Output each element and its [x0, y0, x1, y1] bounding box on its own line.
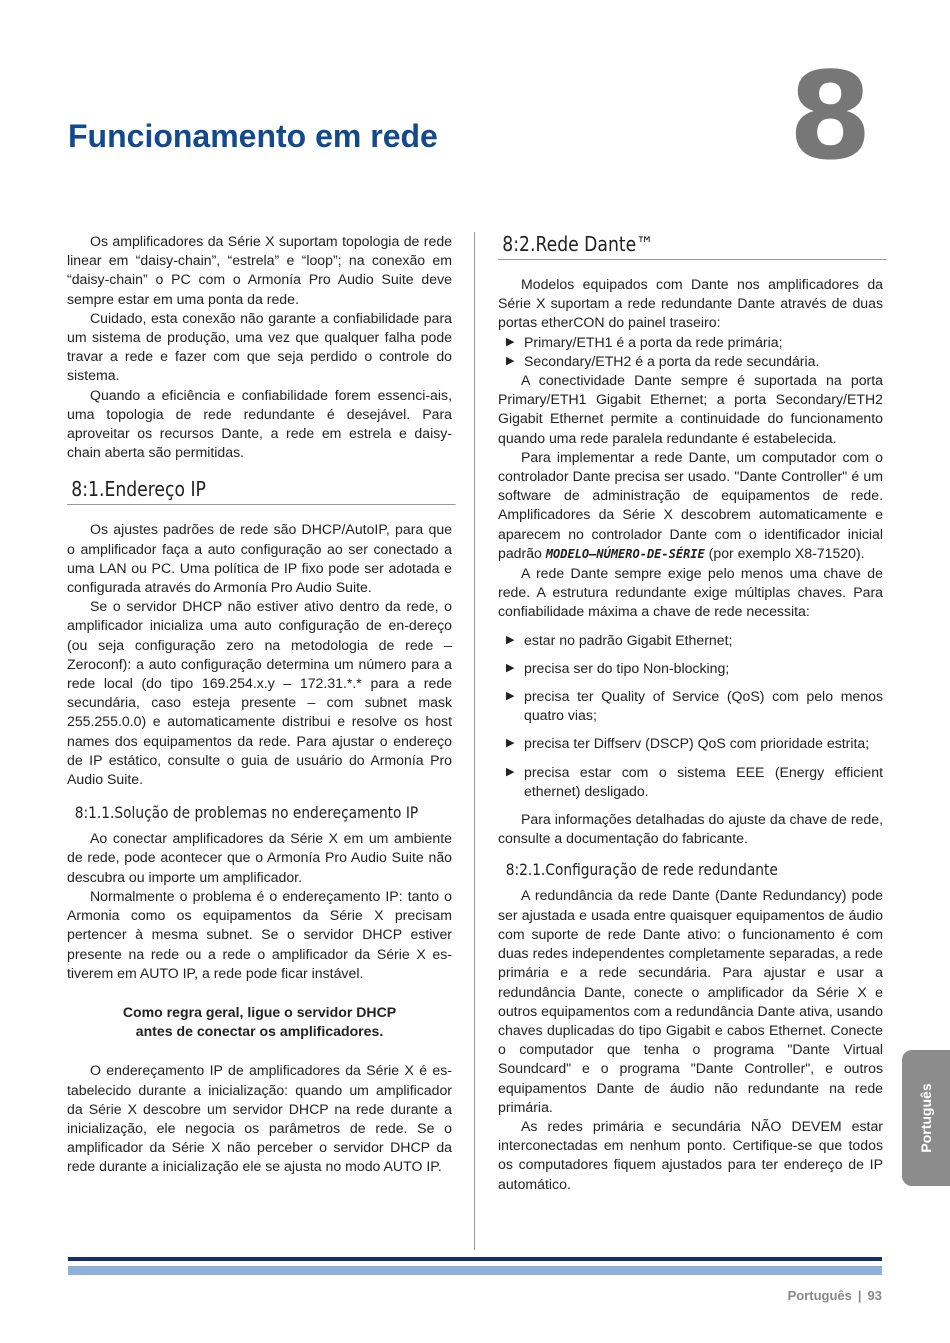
list-item: ▶ precisa ter Diffserv (DSCP) QoS com prioridade estrita;	[498, 734, 883, 753]
body-paragraph: As redes primária e secundária NÃO DEVEM estar interconectadas em nenhum ponto. Certifique-se que todos os computadores fiquem ajustados para ter endereço de IP automático.	[498, 1117, 883, 1192]
port-list	[498, 333, 883, 371]
subsection-heading-ip-troubleshooting: 8:1.1.Solução de problemas no endereçamento IP	[74, 803, 419, 823]
bullet-icon: ▶	[506, 661, 515, 674]
body-paragraph: Para implementar a rede Dante, um computador com o controlador Dante precisa ser usado. "Dante Controller" é um software de administração de equipamentos de rede. Amplificadores da Série X descobrem automaticamente e aparecem no controlador Dante com o identificador inicial padrão MODELO–NÚMERO-DE-SÉRIE (por exemplo X8-71520).	[498, 448, 883, 561]
column-divider	[474, 232, 475, 1250]
body-paragraph: Os ajustes padrões de rede são DHCP/AutoIP, para que o amplificador faça a auto configuração ao ser conectado a uma LAN ou PC. Uma política de IP fixo pode ser adotada e configurada através do Armonía Pro Audio Suite.	[67, 521, 452, 596]
intro-paragraph: Os amplificadores da Série X suportam topologia de rede linear em “daisy-chain”, “estrela” e “loop”; na conexão em “daisy-chain” o PC com o Armonía Pro Audio Suite deve sempre estar em uma ponta da rede.	[67, 233, 452, 307]
bullet-icon: ▶	[506, 765, 515, 778]
page-footer	[788, 1288, 882, 1303]
footer-rule-light	[68, 1266, 882, 1275]
callout-line: Como regra geral, ligue o servidor DHCP	[122, 1003, 397, 1020]
subsection-heading-redundant-config: 8:2.1.Configuração de rede redundante	[505, 860, 778, 880]
dhcp-callout	[67, 1003, 452, 1041]
section-heading-dante: 8:2.Rede Dante™	[498, 232, 886, 260]
language-tab-label: Português	[918, 1083, 934, 1153]
body-paragraph: A conectividade Dante sempre é suportada na porta Primary/ETH1 Gigabit Ethernet; a porta Secondary/ETH2 Gigabit Ethernet permite a continuidade do funcionamento quando uma rede paralela redundante é estabelecida.	[498, 372, 883, 446]
list-item: ▶ Secondary/ETH2 é a porta da rede secundária.	[498, 352, 883, 371]
page-number: 93	[867, 1288, 882, 1303]
body-paragraph: Normalmente o problema é o endereçamento IP: tanto o Armonia como os equipamentos da Série X precisam pertencer à mesma subnet. Se o servidor DHCP estiver presente na rede ou a rede o amplificador da Série X es-tiverem em AUTO IP, a rede pode ficar instável.	[67, 887, 452, 981]
list-item: ▶ precisa estar com o sistema EEE (Energy efficient ethernet) desligado.	[506, 763, 883, 799]
body-paragraph: A rede Dante sempre exige pelo menos uma chave de rede. A estrutura redundante exige múltiplas chaves. Para confiabilidade máxima a chave de rede necessita:	[498, 565, 883, 620]
body-paragraph: O endereçamento IP de amplificadores da Série X é es-tabelecido durante a inicialização: quando um amplificador da Série X descobre um servidor DHCP na rede durante a inicialização, ele negocia os parâmetros de rede. Se o amplificador da Série X não perceber o servidor DHCP da rede durante a inicialização ele se ajusta no modo AUTO IP.	[67, 1062, 452, 1175]
intro-paragraph: Quando a eficiência e confiabilidade forem essenci-ais, uma topologia de rede redundante é desejável. Para aproveitar os recursos Dante, a rede em estrela e daisy-chain aberta são permitidas.	[67, 386, 452, 461]
switch-requirements-list	[498, 631, 883, 801]
callout-line: antes de conectar os amplificadores.	[135, 1023, 384, 1040]
intro-paragraph: Cuidado, esta conexão não garante a confiabilidade para um sistema de produção, uma vez que qualquer falha pode travar a rede e fazer com que seja perdido o controle do sistema.	[67, 309, 452, 384]
list-item: ▶ precisa ter Quality of Service (QoS) com pelo menos quatro vias;	[506, 688, 883, 724]
footer-rule-dark	[68, 1257, 882, 1261]
language-tab	[902, 1050, 950, 1186]
body-paragraph: Se o servidor DHCP não estiver ativo dentro da rede, o amplificador inicializa uma auto configuração de en-dereço (ou seja configuração zero na metodologia de rede – Zeroconf): a auto configuração determina um número para a rede local (do tipo 169.254.x.y – 172.31.*.* para a rede secundária, caso esteja presente – com subnet mask 255.255.0.0) e automaticamente distribui e resolve os host names dos equipamentos da rede. Para ajustar o endereço de IP estático, consulte o guia de usuário do Armonía Pro Audio Suite.	[67, 598, 452, 788]
footer-language: Português	[787, 1288, 852, 1303]
chapter-title: Funcionamento em rede	[68, 118, 438, 154]
section-heading-ip-address: 8:1.Endereço IP	[67, 477, 455, 505]
body-paragraph: Para informações detalhadas do ajuste da chave de rede, consulte a documentação do fabricante.	[498, 811, 883, 847]
list-item: ▶ precisa ser do tipo Non-blocking;	[498, 659, 883, 678]
default-identifier: MODELO–NÚMERO-DE-SÉRIE	[545, 546, 705, 561]
list-item: ▶ estar no padrão Gigabit Ethernet;	[498, 631, 883, 650]
footer-separator: |	[857, 1288, 862, 1303]
bullet-icon: ▶	[506, 335, 515, 348]
right-column	[498, 232, 883, 1194]
bullet-icon: ▶	[506, 354, 515, 367]
bullet-icon: ▶	[506, 690, 515, 703]
body-paragraph: A redundância da rede Dante (Dante Redundancy) pode ser ajustada e usada entre quaisquer equipamentos de áudio com suporte de rede Dante ativo: o funcionamento é com duas redes independentes completamente separadas, a rede primária e a rede secundária. Para ajustar e usar a redundância Dante, conecte o amplificador da Série X e outros equipamentos com a redundância Dante ativa, usando chaves duplicadas do tipo Gigabit e cabos Ethernet. Conecte o computador que tenha o programa "Dante Virtual Soundcard" e o programa "Dante Controller", e outros equipamentos Dante de áudio não redundante na rede primária.	[498, 887, 883, 1115]
body-paragraph: Modelos equipados com Dante nos amplificadores da Série X suportam a rede redundante Dante através de duas portas etherCON do painel traseiro:	[498, 276, 883, 331]
bullet-icon: ▶	[506, 737, 515, 750]
body-paragraph: Ao conectar amplificadores da Série X em um ambiente de rede, pode acontecer que o Armonía Pro Audio Suite não descubra ou importe um amplificador.	[67, 830, 452, 885]
left-column	[67, 232, 452, 1177]
list-item: ▶ Primary/ETH1 é a porta da rede primária;	[498, 333, 883, 352]
chapter-number: 8	[788, 48, 872, 187]
bullet-icon: ▶	[506, 633, 515, 646]
